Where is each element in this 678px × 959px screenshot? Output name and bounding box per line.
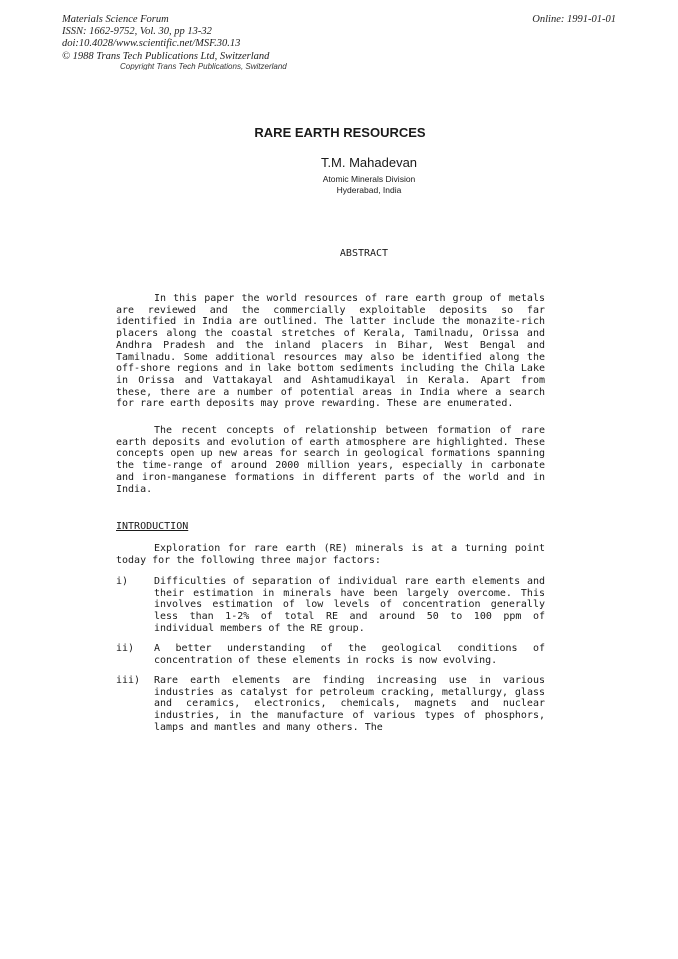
list-item-number: ii) bbox=[116, 643, 135, 654]
journal-header bbox=[62, 14, 269, 63]
introduction-text: Exploration for rare earth (RE) minerals is at a turning point today for the following three major factors: bbox=[116, 543, 545, 566]
publisher-line: © 1988 Trans Tech Publications Ltd, Switzerland bbox=[62, 50, 270, 62]
list-item bbox=[116, 576, 545, 635]
doi-line: doi:10.4028/www.scientific.net/MSF.30.13 bbox=[62, 38, 241, 50]
online-date: Online: 1991-01-01 bbox=[532, 14, 616, 25]
list-item-number: i) bbox=[116, 576, 129, 587]
issn-line: ISSN: 1662-9752, Vol. 30, pp 13-32 bbox=[62, 26, 212, 38]
affiliation-division: Atomic Minerals Division bbox=[322, 174, 416, 184]
journal-name: Materials Science Forum bbox=[62, 14, 169, 25]
introduction-paragraph bbox=[116, 543, 545, 566]
title-block bbox=[0, 125, 678, 196]
copyright-strip: Copyright Trans Tech Publications, Switzerland bbox=[120, 63, 287, 70]
paper-title: RARE EARTH RESOURCES bbox=[254, 125, 426, 140]
list-item bbox=[116, 643, 545, 666]
abstract-paragraph-2 bbox=[116, 425, 545, 495]
list-item-number: iii) bbox=[116, 675, 141, 686]
list-item-text: Difficulties of separation of individual rare earth elements and their estimation in minerals have been largely overcome. This involves estimation of low levels of concentration generally less than 1-2% of total RE and around 50 to 100 ppm of individual members of the RE group. bbox=[154, 576, 545, 634]
list-item-text: A better understanding of the geological conditions of concentration of these elements in rocks is now evolving. bbox=[154, 643, 545, 666]
abstract-text-2: The recent concepts of relationship between formation of rare earth deposits and evolution of earth atmosphere are highlighted. These concepts open up new areas for search in geological formations spanning the time-range of around 2000 million years, especially in carbonate and iron-manganese formations in different parts of the world and in India. bbox=[116, 425, 545, 495]
abstract-heading: ABSTRACT bbox=[339, 248, 389, 259]
introduction-heading: INTRODUCTION bbox=[116, 521, 189, 532]
abstract-paragraph-1 bbox=[116, 293, 545, 410]
author-name: T.M. Mahadevan bbox=[320, 155, 418, 170]
affiliation-location: Hyderabad, India bbox=[336, 185, 402, 195]
list-item-text: Rare earth elements are finding increasing use in various industries as catalyst for petroleum cracking, metallurgy, glass and ceramics, electronics, chemicals, magnets and nuclear industries, in the manufacture of various types of phosphors, lamps and mantles and many others. The bbox=[154, 675, 545, 733]
list-item bbox=[116, 675, 545, 734]
abstract-text-1: In this paper the world resources of rare earth group of metals are reviewed and the commercially exploitable deposits so far identified in India are outlined. The latter include the monazite-rich placers along the coastal stretches of Kerala, Tamilnadu, Orissa and Andhra Pradesh and the inland placers in Bihar, West Bengal and Tamilnadu. Some additional resources may also be identified along the off-shore regions and in lake bottom sediments including the Chila Lake in Orissa and Vattakayal and Ashtamudikayal in Kerala. Apart from these, there are a number of potential areas in India where a search for rare earth deposits may prove rewarding. These are enumerated. bbox=[116, 293, 545, 410]
